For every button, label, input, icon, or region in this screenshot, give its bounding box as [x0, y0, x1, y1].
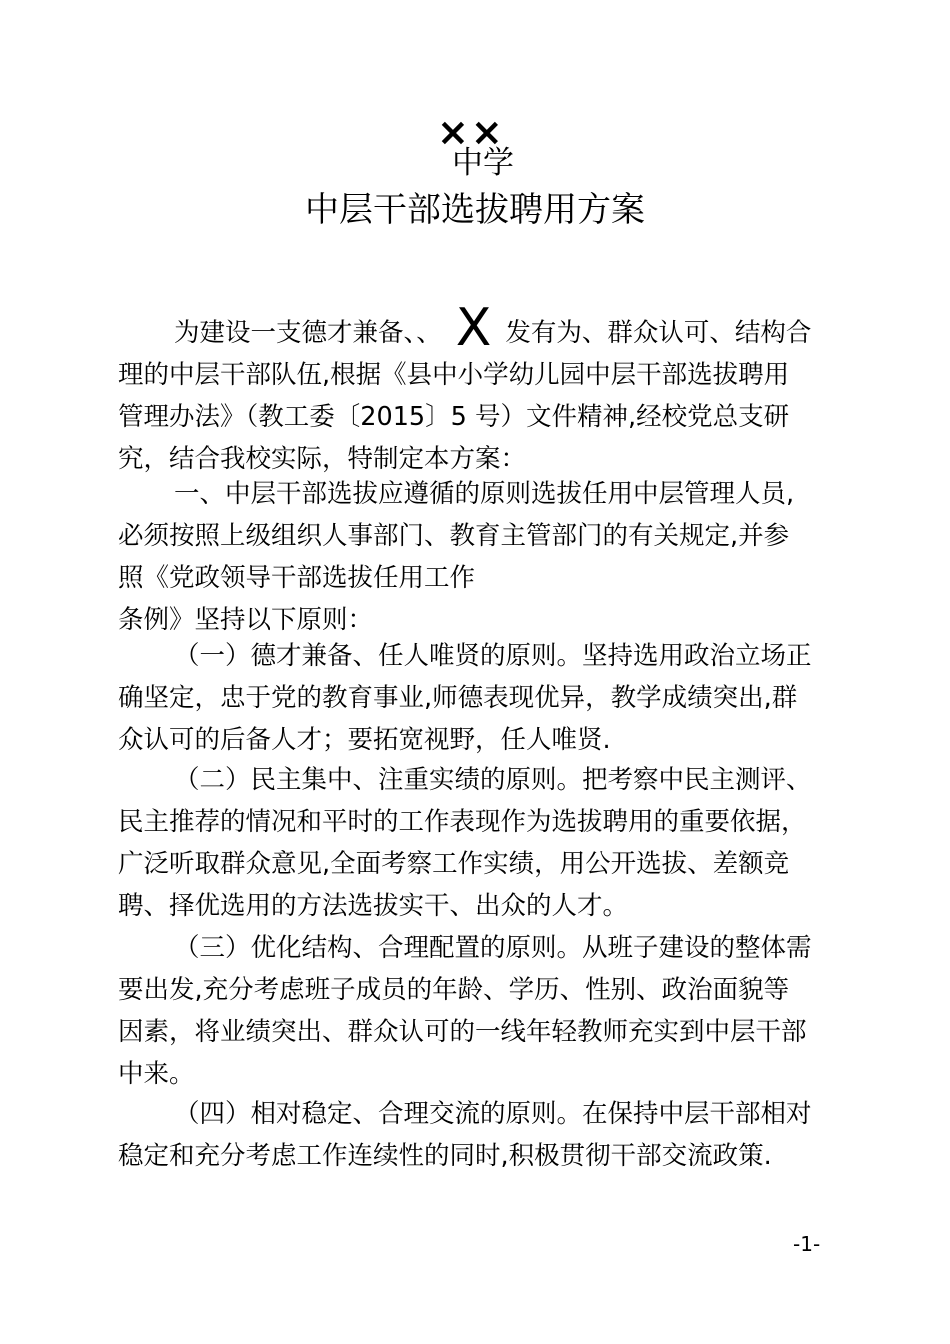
school-type: 中学 [452, 145, 514, 181]
section-1-line-4: 条例》坚持以下原则： [118, 605, 374, 635]
principle-4-line-2: 稳定和充分考虑工作连续性的同时,积极贯彻干部交流政策. [118, 1141, 772, 1171]
principle-3-line-2: 要出发,充分考虑班子成员的年龄、学历、性别、政治面貌等 [118, 975, 790, 1005]
intro-line-2: 理的中层干部队伍,根据《县中小学幼儿园中层干部选拔聘用 [118, 360, 790, 390]
principle-1-line-1: （一）德才兼备、任人唯贤的原则。坚持选用政治立场正 [174, 641, 812, 671]
page-number: -1- [793, 1232, 821, 1256]
principle-3-paragraph [118, 927, 843, 1095]
section-1-paragraph [118, 473, 843, 641]
placeholder-x: X [455, 298, 492, 358]
principle-1-line-2: 确坚定，忠于党的教育事业,师德表现优异，教学成绩突出,群 [118, 683, 798, 713]
section-1-line-2: 必须按照上级组织人事部门、教育主管部门的有关规定,并参 [118, 521, 790, 551]
principle-3-line-1: （三）优化结构、合理配置的原则。从班子建设的整体需 [174, 933, 812, 963]
principle-2-paragraph [118, 759, 843, 927]
principle-4-paragraph [118, 1093, 843, 1177]
principle-2-line-1: （二）民主集中、注重实绩的原则。把考察中民主测评、 [174, 765, 812, 795]
principle-3-line-3: 因素，将业绩突出、群众认可的一线年轻教师充实到中层干部 [118, 1017, 807, 1047]
intro-paragraph [118, 298, 843, 480]
intro-line-3: 管理办法》（教工委〔2015〕5 号）文件精神,经校党总支研 [118, 402, 790, 432]
section-1-line-1: 一、中层干部选拔应遵循的原则选拔任用中层管理人员, [174, 479, 795, 509]
principle-3-line-4: 中来。 [118, 1059, 195, 1089]
document-title: 中层干部选拔聘用方案 [305, 190, 645, 230]
principle-2-line-2: 民主推荐的情况和平时的工作表现作为选拔聘用的重要依据， [118, 807, 807, 837]
principle-2-line-4: 聘、择优选用的方法选拔实干、出众的人才。 [118, 891, 629, 921]
principle-2-line-3: 广泛听取群众意见,全面考察工作实绩，用公开选拔、差额竞 [118, 849, 790, 879]
principle-4-line-1: （四）相对稳定、合理交流的原则。在保持中层干部相对 [174, 1099, 812, 1129]
intro-line-1: 为建设一支德才兼备、、 X 发有为、群众认可、结构合 [174, 298, 812, 358]
intro-line-4: 究，结合我校实际，特制定本方案： [118, 444, 527, 474]
principle-1-line-3: 众认可的后备人才；要拓宽视野，任人唯贤. [118, 725, 611, 755]
principle-1-paragraph [118, 635, 843, 761]
section-1-line-3: 照《党政领导干部选拔任用工作 [118, 563, 476, 593]
school-name-placeholder: ×× [437, 110, 505, 154]
